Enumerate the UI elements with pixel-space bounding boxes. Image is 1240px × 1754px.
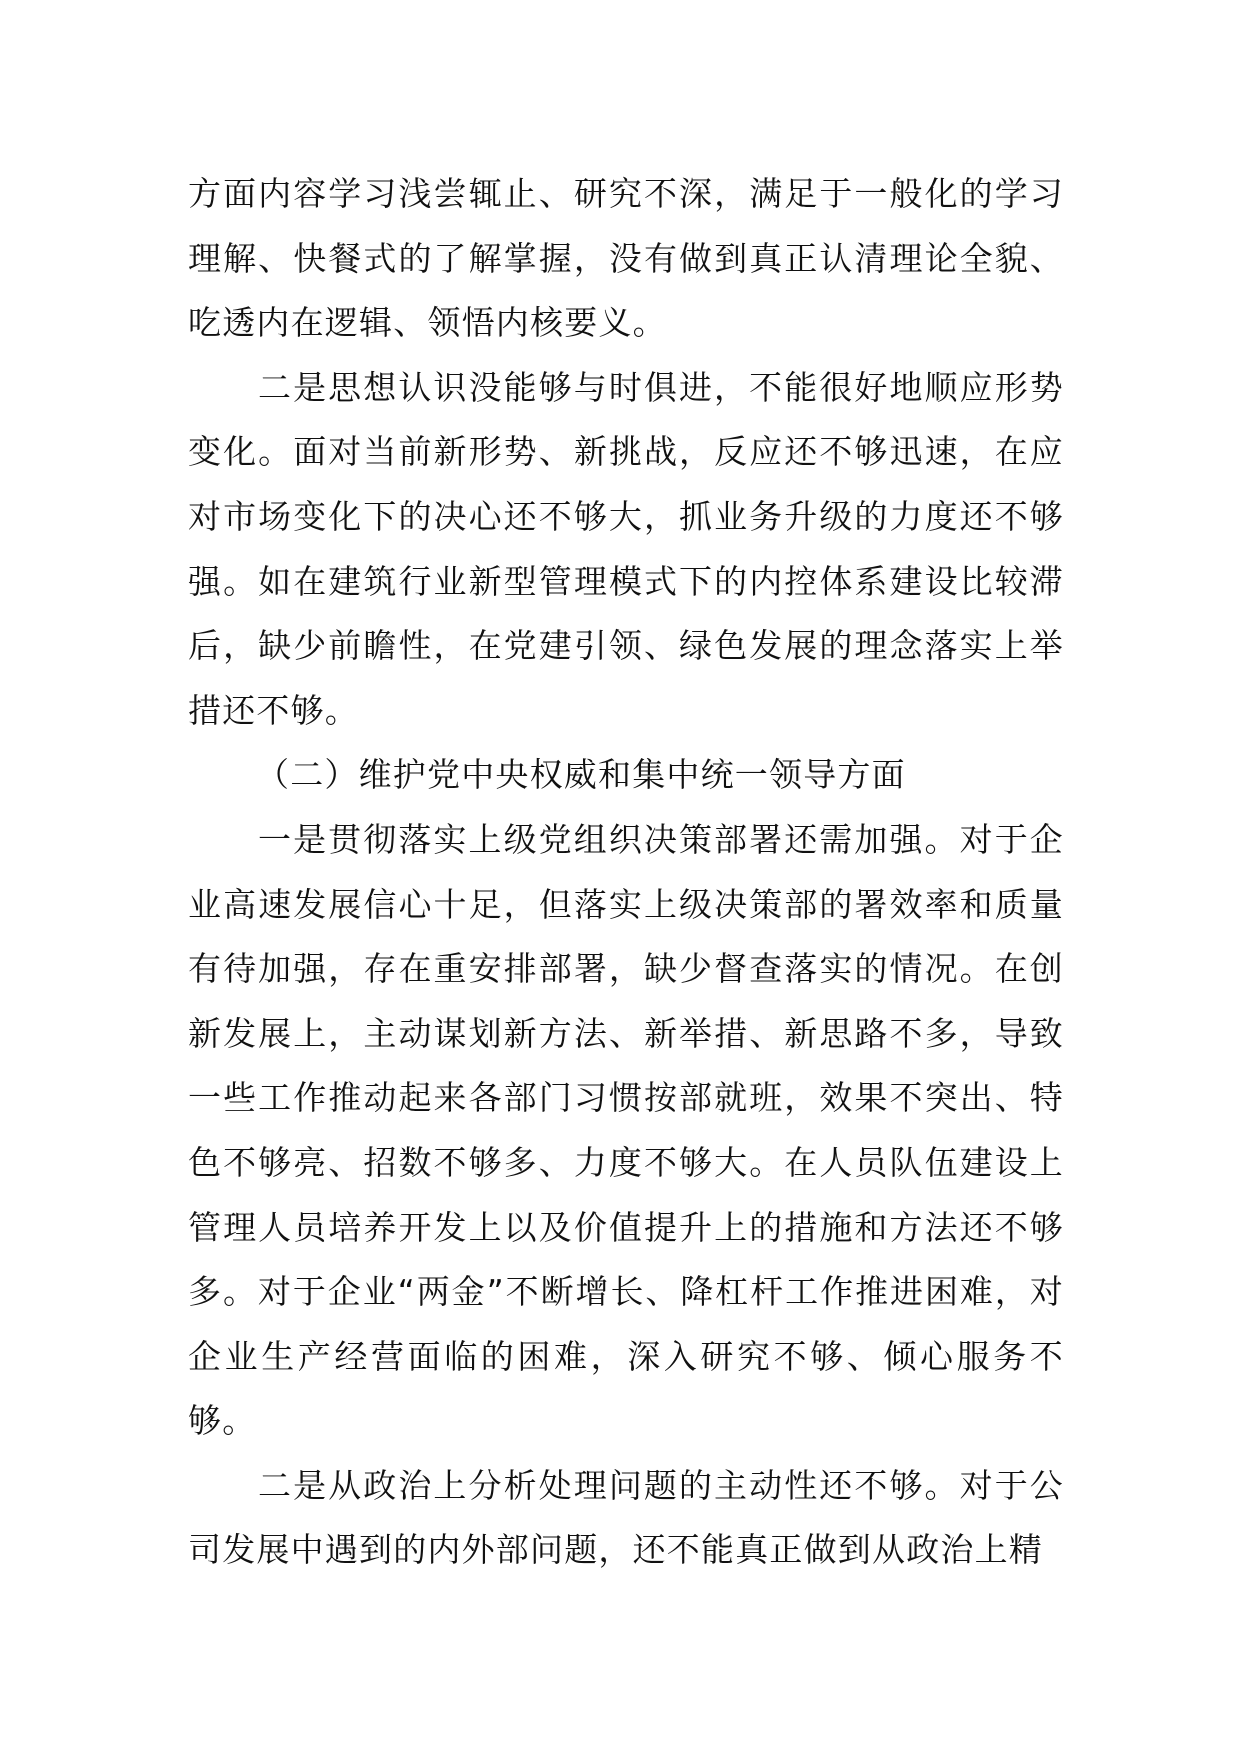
paragraph-political-analysis: 二是从政治上分析处理问题的主动性还不够。对于公司发展中遇到的内外部问题，还不能真正做到从政治上精 bbox=[188, 1465, 1064, 1570]
paragraph-continuation: 方面内容学习浅尝辄止、研究不深，满足于一般化的学习理解、快餐式的了解掌握，没有做到真正认清理论全貌、吃透内在逻辑、领悟内核要义。 bbox=[188, 174, 1064, 343]
paragraph-implementation: 一是贯彻落实上级党组织决策部署还需加强。对于企业高速发展信心十足，但落实上级决策部的署效率和质量有待加强，存在重安排部署，缺少督查落实的情况。在创新发展上，主动谋划新方法、新举措、新思路不多，导致一些工作推动起来各部门习惯按部就班，效果不突出、特色不够亮、招数不够多、力度不够大。在人员队伍建设上管理人员培养开发上以及价值提升上的措施和方法还不够多。对于企业“两金”不断增长、降杠杆工作推进困难，对企业生产经营面临的困难，深入研究不够、倾心服务不够。 bbox=[188, 819, 1064, 1441]
section-heading-2: （二）维护党中央权威和集中统一领导方面 bbox=[256, 755, 906, 795]
paragraph-thinking-awareness: 二是思想认识没能够与时俱进，不能很好地顺应形势变化。面对当前新形势、新挑战，反应还不够迅速，在应对市场变化下的决心还不够大，抓业务升级的力度还不够强。如在建筑行业新型管理模式下的内控体系建设比较滞后，缺少前瞻性，在党建引领、绿色发展的理念落实上举措还不够。 bbox=[188, 367, 1064, 730]
document-body bbox=[188, 162, 1064, 1583]
